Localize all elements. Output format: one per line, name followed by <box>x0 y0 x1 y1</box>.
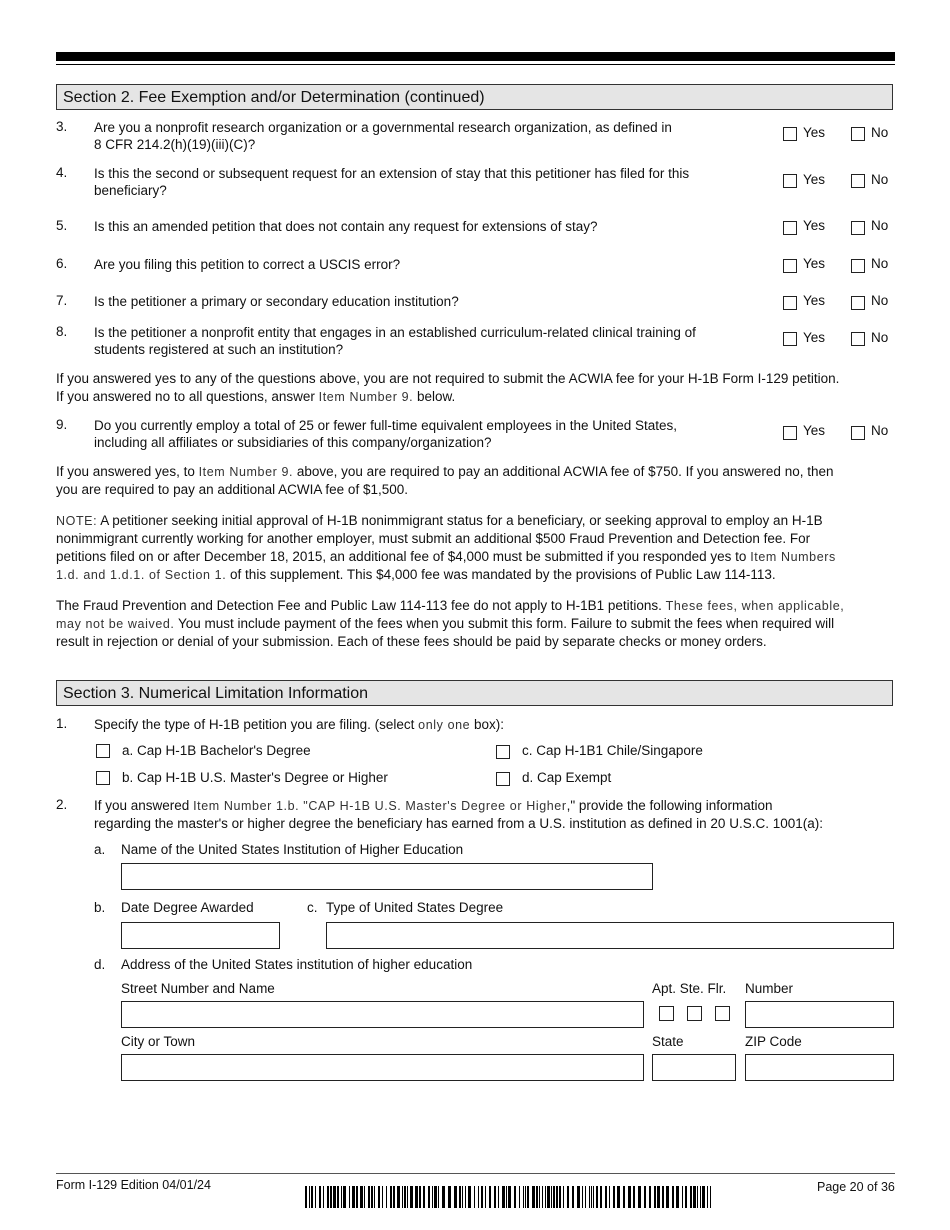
q6-no-label: No <box>871 256 889 271</box>
footer-rule <box>56 1173 895 1174</box>
q3-no-checkbox[interactable] <box>851 127 865 141</box>
q9-line2: including all affiliates or subsidiaries of this company/organization? <box>94 435 492 450</box>
q9-text <box>94 417 764 451</box>
s3-q2-number: 2. <box>56 797 68 812</box>
s3-q2-line2: regarding the master's or higher degree the beneficiary has earned from a U.S. institution as defined in 20 U.S.C. 1001(a): <box>94 816 823 831</box>
q7-no-checkbox[interactable] <box>851 296 865 310</box>
fraud-line1: The Fraud Prevention and Detection Fee and Public Law 114-113 fee do not apply to H-1B1 petitions. These fees, when applicable, <box>56 598 845 613</box>
q6-yes-label: Yes <box>803 256 826 271</box>
q8-number: 8. <box>56 324 68 339</box>
q7-no-label: No <box>871 293 889 308</box>
acwia-fee-paragraph <box>56 463 894 499</box>
cap-chile-singapore-checkbox[interactable] <box>496 745 510 759</box>
fraud-line2: may not be waived. You must include payment of the fees when you submit this form. Failure to submit the fees when required will <box>56 616 835 631</box>
q3-yes-label: Yes <box>803 125 826 140</box>
institution-name-input[interactable] <box>121 863 653 890</box>
q8-no-checkbox[interactable] <box>851 332 865 346</box>
q4-line2: beneficiary? <box>94 183 167 198</box>
cap-bachelors-label: a. Cap H-1B Bachelor's Degree <box>122 743 311 758</box>
top-rule-thin <box>56 64 895 65</box>
ste-checkbox[interactable] <box>687 1006 702 1021</box>
q5-yes-checkbox[interactable] <box>783 221 797 235</box>
q3-number: 3. <box>56 119 68 134</box>
s3-q1-number: 1. <box>56 716 68 731</box>
q5-number: 5. <box>56 218 68 233</box>
q5-no-label: No <box>871 218 889 233</box>
number-label: Number <box>745 981 794 996</box>
zip-label: ZIP Code <box>745 1034 802 1049</box>
q5-yes-label: Yes <box>803 218 826 233</box>
q3-text <box>94 119 764 153</box>
q4-text <box>94 165 764 199</box>
q3-line2: 8 CFR 214.2(h)(19)(iii)(C)? <box>94 137 256 152</box>
q7-text: Is the petitioner a primary or secondary education institution? <box>94 294 459 309</box>
zip-input[interactable] <box>745 1054 894 1081</box>
street-label: Street Number and Name <box>121 981 275 996</box>
cap-bachelors-checkbox[interactable] <box>96 744 110 758</box>
q4-number: 4. <box>56 165 68 180</box>
q9-yes-label: Yes <box>803 423 826 438</box>
q6-text: Are you filing this petition to correct a USCIS error? <box>94 257 401 272</box>
note-label: NOTE: <box>56 514 98 528</box>
item-ref: Item Number 9. <box>318 390 414 404</box>
field-b-letter: b. <box>94 900 106 915</box>
q9-no-checkbox[interactable] <box>851 426 865 440</box>
q5-no-checkbox[interactable] <box>851 221 865 235</box>
form-edition: Form I-129 Edition 04/01/24 <box>56 1178 211 1192</box>
acwia-para-line1: If you answered yes to any of the questions above, you are not required to submit the ACWIA fee for your H-1B Form I-129 petition. <box>56 371 840 386</box>
barcode-image <box>305 1186 715 1208</box>
s3-q2-text <box>94 797 894 832</box>
city-label: City or Town <box>121 1034 196 1049</box>
address-heading: Address of the United States institution of higher education <box>121 957 473 972</box>
fraud-fee-paragraph <box>56 597 894 651</box>
degree-type-label: Type of United States Degree <box>326 900 504 915</box>
street-input[interactable] <box>121 1001 644 1028</box>
state-label: State <box>652 1034 684 1049</box>
q4-yes-checkbox[interactable] <box>783 174 797 188</box>
city-input[interactable] <box>121 1054 644 1081</box>
flr-checkbox[interactable] <box>715 1006 730 1021</box>
q8-no-label: No <box>871 330 889 345</box>
q7-yes-checkbox[interactable] <box>783 296 797 310</box>
date-degree-label: Date Degree Awarded <box>121 900 254 915</box>
q8-line1: Is the petitioner a nonprofit entity that engages in an established curriculum-related clinical training of <box>94 325 696 340</box>
acwia-fee-line2: you are required to pay an additional ACWIA fee of $1,500. <box>56 482 408 497</box>
q6-yes-checkbox[interactable] <box>783 259 797 273</box>
q9-number: 9. <box>56 417 68 432</box>
degree-type-input[interactable] <box>326 922 894 949</box>
s3-q1-text: Specify the type of H-1B petition you are filing. (select only one box): <box>94 717 504 732</box>
cap-masters-label: b. Cap H-1B U.S. Master's Degree or Higher <box>122 770 388 785</box>
number-input[interactable] <box>745 1001 894 1028</box>
q8-text <box>94 324 764 358</box>
field-c-letter: c. <box>307 900 318 915</box>
q7-number: 7. <box>56 293 68 308</box>
apt-checkbox[interactable] <box>659 1006 674 1021</box>
q6-no-checkbox[interactable] <box>851 259 865 273</box>
section-3-header: Section 3. Numerical Limitation Information <box>56 680 893 706</box>
item-ref: Item Number 9. <box>198 465 294 479</box>
q9-yes-checkbox[interactable] <box>783 426 797 440</box>
cap-exempt-checkbox[interactable] <box>496 772 510 786</box>
q3-no-label: No <box>871 125 889 140</box>
note-line3: petitions filed on or after December 18, 2015, an additional fee of $4,000 must be submitted if you responded yes to Item Numbers <box>56 549 836 564</box>
q5-text: Is this an amended petition that does not contain any request for extensions of stay? <box>94 219 598 234</box>
note-line1: NOTE: A petitioner seeking initial approval of H-1B nonimmigrant status for a beneficiary, or seeking approval to employ an H-1B <box>56 513 823 528</box>
q3-yes-checkbox[interactable] <box>783 127 797 141</box>
note-line4: 1.d. and 1.d.1. of Section 1. of this supplement. This $4,000 fee was mandated by the provisions of Public Law 114-113. <box>56 567 776 582</box>
q8-yes-checkbox[interactable] <box>783 332 797 346</box>
q4-line1: Is this the second or subsequent request for an extension of stay that this petitioner has filed for this <box>94 166 690 181</box>
acwia-exemption-paragraph <box>56 370 894 406</box>
top-rule-thick <box>56 52 895 61</box>
q6-number: 6. <box>56 256 68 271</box>
s3-q2-line1: If you answered Item Number 1.b. "CAP H-1B U.S. Master's Degree or Higher," provide the following information <box>94 798 773 813</box>
note-paragraph <box>56 512 894 584</box>
acwia-para-line2: If you answered no to all questions, answer Item Number 9. below. <box>56 389 456 404</box>
date-degree-input[interactable] <box>121 922 280 949</box>
cap-masters-checkbox[interactable] <box>96 771 110 785</box>
note-line2: nonimmigrant currently working for another employer, must submit an additional $500 Fraud Prevention and Detection fee. For <box>56 531 811 546</box>
field-d-letter: d. <box>94 957 106 972</box>
q9-no-label: No <box>871 423 889 438</box>
cap-exempt-label: d. Cap Exempt <box>522 770 612 785</box>
fraud-line3: result in rejection or denial of your submission. Each of these fees should be paid by separate checks or money orders. <box>56 634 767 649</box>
cap-chile-singapore-label: c. Cap H-1B1 Chile/Singapore <box>522 743 703 758</box>
q4-yes-label: Yes <box>803 172 826 187</box>
section-2-header: Section 2. Fee Exemption and/or Determination (continued) <box>56 84 893 110</box>
q9-line1: Do you currently employ a total of 25 or fewer full-time equivalent employees in the United States, <box>94 418 678 433</box>
state-input[interactable] <box>652 1054 736 1081</box>
institution-name-label: Name of the United States Institution of Higher Education <box>121 842 464 857</box>
q4-no-label: No <box>871 172 889 187</box>
q8-yes-label: Yes <box>803 330 826 345</box>
q7-yes-label: Yes <box>803 293 826 308</box>
acwia-fee-line1: If you answered yes, to Item Number 9. above, you are required to pay an additional ACWIA fee of $750. If you answered no, then <box>56 464 834 479</box>
page-number: Page 20 of 36 <box>817 1180 895 1194</box>
field-a-letter: a. <box>94 842 106 857</box>
q8-line2: students registered at such an institution? <box>94 342 344 357</box>
q3-line1: Are you a nonprofit research organization or a governmental research organization, as defined in <box>94 120 672 135</box>
q4-no-checkbox[interactable] <box>851 174 865 188</box>
apt-ste-flr-label: Apt. Ste. Flr. <box>652 981 727 996</box>
